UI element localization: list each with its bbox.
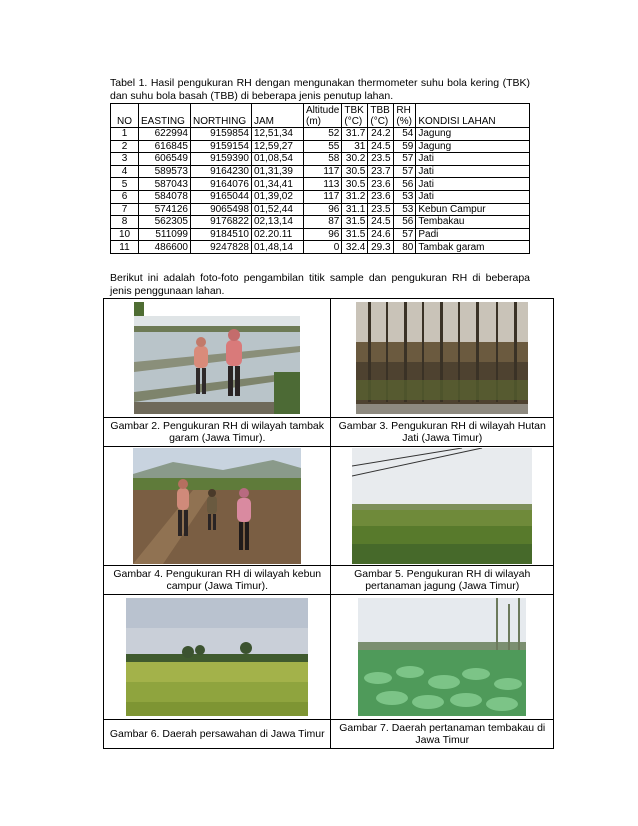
cell-altitude: 113 <box>304 178 342 191</box>
cell-northing: 9159854 <box>191 128 252 141</box>
cell-no: 3 <box>111 153 139 166</box>
cell-tbk: 30.5 <box>342 165 368 178</box>
cell-no: 10 <box>111 228 139 241</box>
cell-rh: 56 <box>394 178 416 191</box>
figure-2-caption: Gambar 2. Pengukuran RH di wilayah tambak garam (Jawa Timur). <box>104 418 331 447</box>
cell-rh: 57 <box>394 165 416 178</box>
cell-kondisi-lahan: Kebun Campur <box>416 203 530 216</box>
cell-altitude: 96 <box>304 228 342 241</box>
cell-tbk: 31.5 <box>342 216 368 229</box>
table-header-row <box>111 104 530 128</box>
photo-cell-teak-forest <box>331 299 554 418</box>
cell-tbk: 31.1 <box>342 203 368 216</box>
cell-kondisi-lahan: Padi <box>416 228 530 241</box>
figure-4-caption: Gambar 4. Pengukuran RH di wilayah kebun campur (Jawa Timur). <box>104 566 331 595</box>
cell-northing: 9184510 <box>191 228 252 241</box>
cell-jam: 01,48,14 <box>252 241 304 254</box>
cell-jam: 01,39,02 <box>252 190 304 203</box>
photo-grid <box>103 298 554 749</box>
cell-northing: 9165044 <box>191 190 252 203</box>
photo-cell-salt-pond <box>104 299 331 418</box>
table-row <box>111 165 530 178</box>
cell-easting: 587043 <box>139 178 191 191</box>
cell-kondisi-lahan: Tambak garam <box>416 241 530 254</box>
cell-tbb: 23.6 <box>368 178 394 191</box>
cell-no: 7 <box>111 203 139 216</box>
header-jam: JAM <box>252 104 304 128</box>
cell-altitude: 55 <box>304 140 342 153</box>
cell-tbk: 31.7 <box>342 128 368 141</box>
cell-rh: 53 <box>394 203 416 216</box>
cell-rh: 53 <box>394 190 416 203</box>
photo-cell-tobacco-field <box>331 595 554 720</box>
cell-tbk: 31.5 <box>342 228 368 241</box>
cell-altitude: 58 <box>304 153 342 166</box>
cell-tbk: 31 <box>342 140 368 153</box>
table-row <box>111 128 530 141</box>
cell-kondisi-lahan: Jagung <box>416 140 530 153</box>
corn-field-photo <box>352 448 532 564</box>
cell-tbk: 31.2 <box>342 190 368 203</box>
salt-pond-photo <box>134 302 300 414</box>
table-row <box>111 228 530 241</box>
photo-cell-mixed-garden <box>104 447 331 566</box>
header-altitude <box>304 104 342 128</box>
header-tbb <box>368 104 394 128</box>
cell-easting: 622994 <box>139 128 191 141</box>
cell-kondisi-lahan: Tembakau <box>416 216 530 229</box>
cell-easting: 486600 <box>139 241 191 254</box>
cell-kondisi-lahan: Jati <box>416 178 530 191</box>
cell-no: 1 <box>111 128 139 141</box>
cell-rh: 59 <box>394 140 416 153</box>
cell-kondisi-lahan: Jati <box>416 190 530 203</box>
cell-tbb: 24.6 <box>368 228 394 241</box>
cell-easting: 562305 <box>139 216 191 229</box>
cell-rh: 80 <box>394 241 416 254</box>
header-rh-line2: (%) <box>396 116 412 127</box>
table-body <box>111 128 530 254</box>
figure-3-caption: Gambar 3. Pengukuran RH di wilayah Hutan Jati (Jawa Timur) <box>331 418 554 447</box>
cell-tbb: 24.2 <box>368 128 394 141</box>
header-no: NO <box>111 104 139 128</box>
cell-northing: 9159154 <box>191 140 252 153</box>
cell-jam: 01,52,44 <box>252 203 304 216</box>
cell-tbb: 23.5 <box>368 153 394 166</box>
cell-easting: 511099 <box>139 228 191 241</box>
teak-forest-photo <box>356 302 528 414</box>
cell-northing: 9247828 <box>191 241 252 254</box>
header-kondisi-lahan: KONDISI LAHAN <box>416 104 530 128</box>
header-tbk-line1: TBK <box>344 105 364 116</box>
header-tbb-line2: (°C) <box>370 116 389 127</box>
header-northing: NORTHING <box>191 104 252 128</box>
cell-northing: 9176822 <box>191 216 252 229</box>
cell-altitude: 117 <box>304 165 342 178</box>
cell-jam: 02.20.11 <box>252 228 304 241</box>
rice-field-photo <box>126 598 308 716</box>
cell-kondisi-lahan: Jati <box>416 165 530 178</box>
table-row <box>111 153 530 166</box>
cell-easting: 606549 <box>139 153 191 166</box>
header-tbb-line1: TBB <box>370 105 390 116</box>
figure-7-caption: Gambar 7. Daerah pertanaman tembakau di Jawa Timur <box>331 720 554 749</box>
figure-6-caption: Gambar 6. Daerah persawahan di Jawa Timur <box>104 720 331 749</box>
cell-no: 4 <box>111 165 139 178</box>
cell-jam: 01,31,39 <box>252 165 304 178</box>
cell-altitude: 117 <box>304 190 342 203</box>
cell-easting: 589573 <box>139 165 191 178</box>
header-easting: EASTING <box>139 104 191 128</box>
cell-tbb: 23.7 <box>368 165 394 178</box>
cell-no: 11 <box>111 241 139 254</box>
header-rh-line1: RH <box>396 105 411 116</box>
table-row <box>111 190 530 203</box>
cell-jam: 12,59,27 <box>252 140 304 153</box>
cell-northing: 9164076 <box>191 178 252 191</box>
cell-jam: 02,13,14 <box>252 216 304 229</box>
table-row <box>111 216 530 229</box>
cell-no: 5 <box>111 178 139 191</box>
table-row <box>111 203 530 216</box>
table-caption: Tabel 1. Hasil pengukuran RH dengan mengunakan thermometer suhu bola kering (TBK) dan suhu bola basah (TBB) di beberapa jenis penutup lahan. <box>110 77 530 102</box>
cell-rh: 57 <box>394 228 416 241</box>
photo-cell-rice-field <box>104 595 331 720</box>
cell-no: 6 <box>111 190 139 203</box>
cell-no: 2 <box>111 140 139 153</box>
figure-5-caption: Gambar 5. Pengukuran RH di wilayah pertanaman jagung (Jawa Timur) <box>331 566 554 595</box>
cell-tbb: 23.6 <box>368 190 394 203</box>
cell-northing: 9159390 <box>191 153 252 166</box>
header-altitude-line2: (m) <box>306 116 321 127</box>
cell-jam: 01,08,54 <box>252 153 304 166</box>
cell-altitude: 52 <box>304 128 342 141</box>
cell-kondisi-lahan: Jagung <box>416 128 530 141</box>
header-rh <box>394 104 416 128</box>
table-row <box>111 140 530 153</box>
cell-tbb: 24.5 <box>368 140 394 153</box>
cell-tbb: 24.5 <box>368 216 394 229</box>
intro-paragraph: Berikut ini adalah foto-foto pengambilan titik sample dan pengukuran RH di beberapa jenis penggunaan lahan. <box>110 272 530 297</box>
cell-easting: 584078 <box>139 190 191 203</box>
mixed-garden-photo <box>133 448 301 564</box>
cell-northing: 9065498 <box>191 203 252 216</box>
table-row <box>111 178 530 191</box>
header-tbk-line2: (°C) <box>344 116 363 127</box>
cell-easting: 616845 <box>139 140 191 153</box>
header-tbk <box>342 104 368 128</box>
cell-tbk: 30.5 <box>342 178 368 191</box>
photo-cell-corn-field <box>331 447 554 566</box>
header-altitude-line1: Altitude <box>306 105 340 116</box>
cell-rh: 54 <box>394 128 416 141</box>
cell-rh: 56 <box>394 216 416 229</box>
table-row <box>111 241 530 254</box>
cell-tbk: 30.2 <box>342 153 368 166</box>
cell-easting: 574126 <box>139 203 191 216</box>
cell-tbb: 29.3 <box>368 241 394 254</box>
cell-tbb: 23.5 <box>368 203 394 216</box>
cell-altitude: 0 <box>304 241 342 254</box>
cell-jam: 01,34,41 <box>252 178 304 191</box>
cell-rh: 57 <box>394 153 416 166</box>
cell-tbk: 32.4 <box>342 241 368 254</box>
rh-measurement-table <box>110 103 530 254</box>
cell-kondisi-lahan: Jati <box>416 153 530 166</box>
cell-altitude: 96 <box>304 203 342 216</box>
cell-altitude: 87 <box>304 216 342 229</box>
cell-no: 8 <box>111 216 139 229</box>
cell-northing: 9164230 <box>191 165 252 178</box>
cell-jam: 12,51,34 <box>252 128 304 141</box>
tobacco-field-photo <box>358 598 526 716</box>
